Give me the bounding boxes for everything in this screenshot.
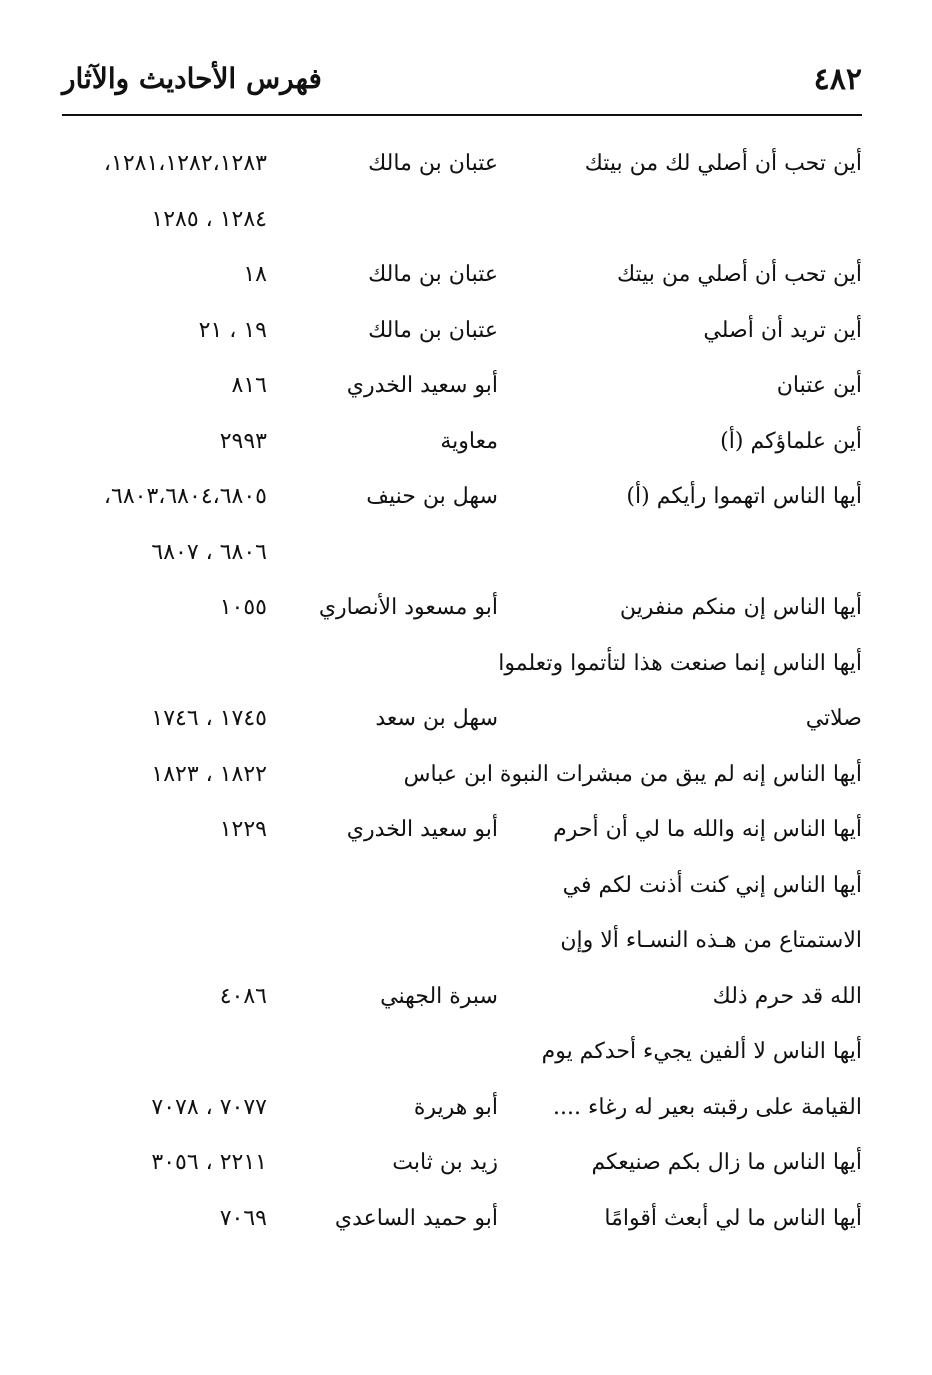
hadith-numbers: ١٩ ، ٢١ — [198, 317, 267, 343]
index-row — [62, 747, 862, 803]
narrator: أبو سعيد الخدري — [346, 817, 498, 842]
index-row — [62, 358, 862, 414]
hadith-text: الله قد حرم ذلك — [712, 983, 862, 1009]
index-row — [62, 247, 862, 303]
page-header — [62, 62, 862, 110]
narrator: أبو هريرة — [413, 1094, 498, 1120]
hadith-text: أيها الناس إنما صنعت هذا لتأتموا وتعلموا — [498, 650, 862, 676]
index-row — [62, 136, 862, 192]
hadith-numbers: ١٧٤٥ ، ١٧٤٦ — [151, 706, 267, 731]
hadith-numbers: ٦٨٠٣،٦٨٠٤،٦٨٠٥، — [103, 484, 267, 509]
hadith-numbers: ٧٠٦٩ — [219, 1205, 267, 1231]
narrator: أبو مسعود الأنصاري — [318, 595, 498, 620]
index-row — [62, 303, 862, 359]
hadith-text: أين علماؤكم (أ) — [720, 428, 862, 454]
hadith-text: أيها الناس إني كنت أذنت لكم في — [562, 872, 862, 898]
index-row — [62, 802, 862, 858]
index-row — [62, 913, 862, 969]
hadith-numbers: ٦٨٠٦ ، ٦٨٠٧ — [151, 539, 267, 565]
hadith-text: أين تحب أن أصلي لك من بيتك — [584, 151, 862, 176]
header-divider — [62, 114, 862, 116]
index-row — [62, 580, 862, 636]
narrator: زيد بن ثابت — [392, 1150, 498, 1175]
hadith-numbers: ٤٠٨٦ — [219, 983, 267, 1009]
hadith-numbers: ١٢٨١،١٢٨٢،١٢٨٣، — [103, 151, 267, 176]
index-row — [62, 414, 862, 470]
hadith-index-table — [62, 136, 862, 1246]
hadith-numbers: ٢٢١١ ، ٣٠٥٦ — [151, 1150, 267, 1175]
hadith-text: أين عتبان — [776, 373, 862, 398]
hadith-text: القيامة على رقبته بعير له رغاء .... — [553, 1094, 862, 1120]
hadith-numbers: ٢٩٩٣ — [219, 428, 267, 454]
narrator: عتبان بن مالك — [368, 262, 498, 287]
index-row — [62, 1080, 862, 1136]
index-row — [62, 858, 862, 914]
hadith-numbers: ١٨ — [243, 262, 267, 287]
hadith-text: أيها الناس ما زال بكم صنيعكم — [591, 1150, 862, 1175]
index-row — [62, 636, 862, 692]
index-row — [62, 469, 862, 525]
hadith-numbers: ١٨٢٢ ، ١٨٢٣ — [151, 761, 267, 787]
narrator: معاوية — [440, 428, 498, 454]
index-row — [62, 969, 862, 1025]
running-title: فهرس الأحاديث والآثار — [62, 62, 322, 95]
narrator: سهل بن سعد — [375, 706, 498, 731]
hadith-text: أيها الناس إنه والله ما لي أن أحرم — [553, 817, 862, 842]
narrator: سبرة الجهني — [380, 983, 498, 1009]
hadith-text: أيها الناس ما لي أبعث أقوامًا — [604, 1205, 862, 1231]
hadith-text: أين تحب أن أصلي من بيتك — [616, 262, 862, 287]
hadith-text: أيها الناس إنه لم يبق من مبشرات النبوة ابن عباس — [403, 761, 862, 787]
hadith-text: أين تريد أن أصلي — [703, 317, 862, 343]
index-row — [62, 192, 862, 248]
narrator: سهل بن حنيف — [366, 484, 498, 509]
index-row — [62, 1135, 862, 1191]
narrator: عتبان بن مالك — [368, 151, 498, 176]
hadith-numbers: ٨١٦ — [231, 373, 267, 398]
hadith-numbers: ١٢٢٩ — [219, 817, 267, 842]
hadith-text: الاستمتاع من هـذه النسـاء ألا وإن — [560, 928, 862, 953]
index-row — [62, 691, 862, 747]
hadith-numbers: ١٢٨٤ ، ١٢٨٥ — [151, 206, 267, 232]
narrator: أبو سعيد الخدري — [346, 373, 498, 398]
narrator: عتبان بن مالك — [368, 317, 498, 343]
page-number: ٤٨٢ — [813, 62, 862, 97]
hadith-text: أيها الناس إن منكم منفرين — [619, 595, 862, 620]
index-row — [62, 525, 862, 581]
hadith-text: أيها الناس لا ألفين يجيء أحدكم يوم — [541, 1039, 862, 1064]
hadith-text: صلاتي — [805, 706, 862, 731]
index-row — [62, 1191, 862, 1247]
narrator: أبو حميد الساعدي — [334, 1205, 498, 1231]
hadith-text: أيها الناس اتهموا رأيكم (أ) — [626, 484, 862, 509]
index-row — [62, 1024, 862, 1080]
hadith-numbers: ١٠٥٥ — [219, 595, 267, 620]
hadith-numbers: ٧٠٧٧ ، ٧٠٧٨ — [151, 1094, 267, 1120]
